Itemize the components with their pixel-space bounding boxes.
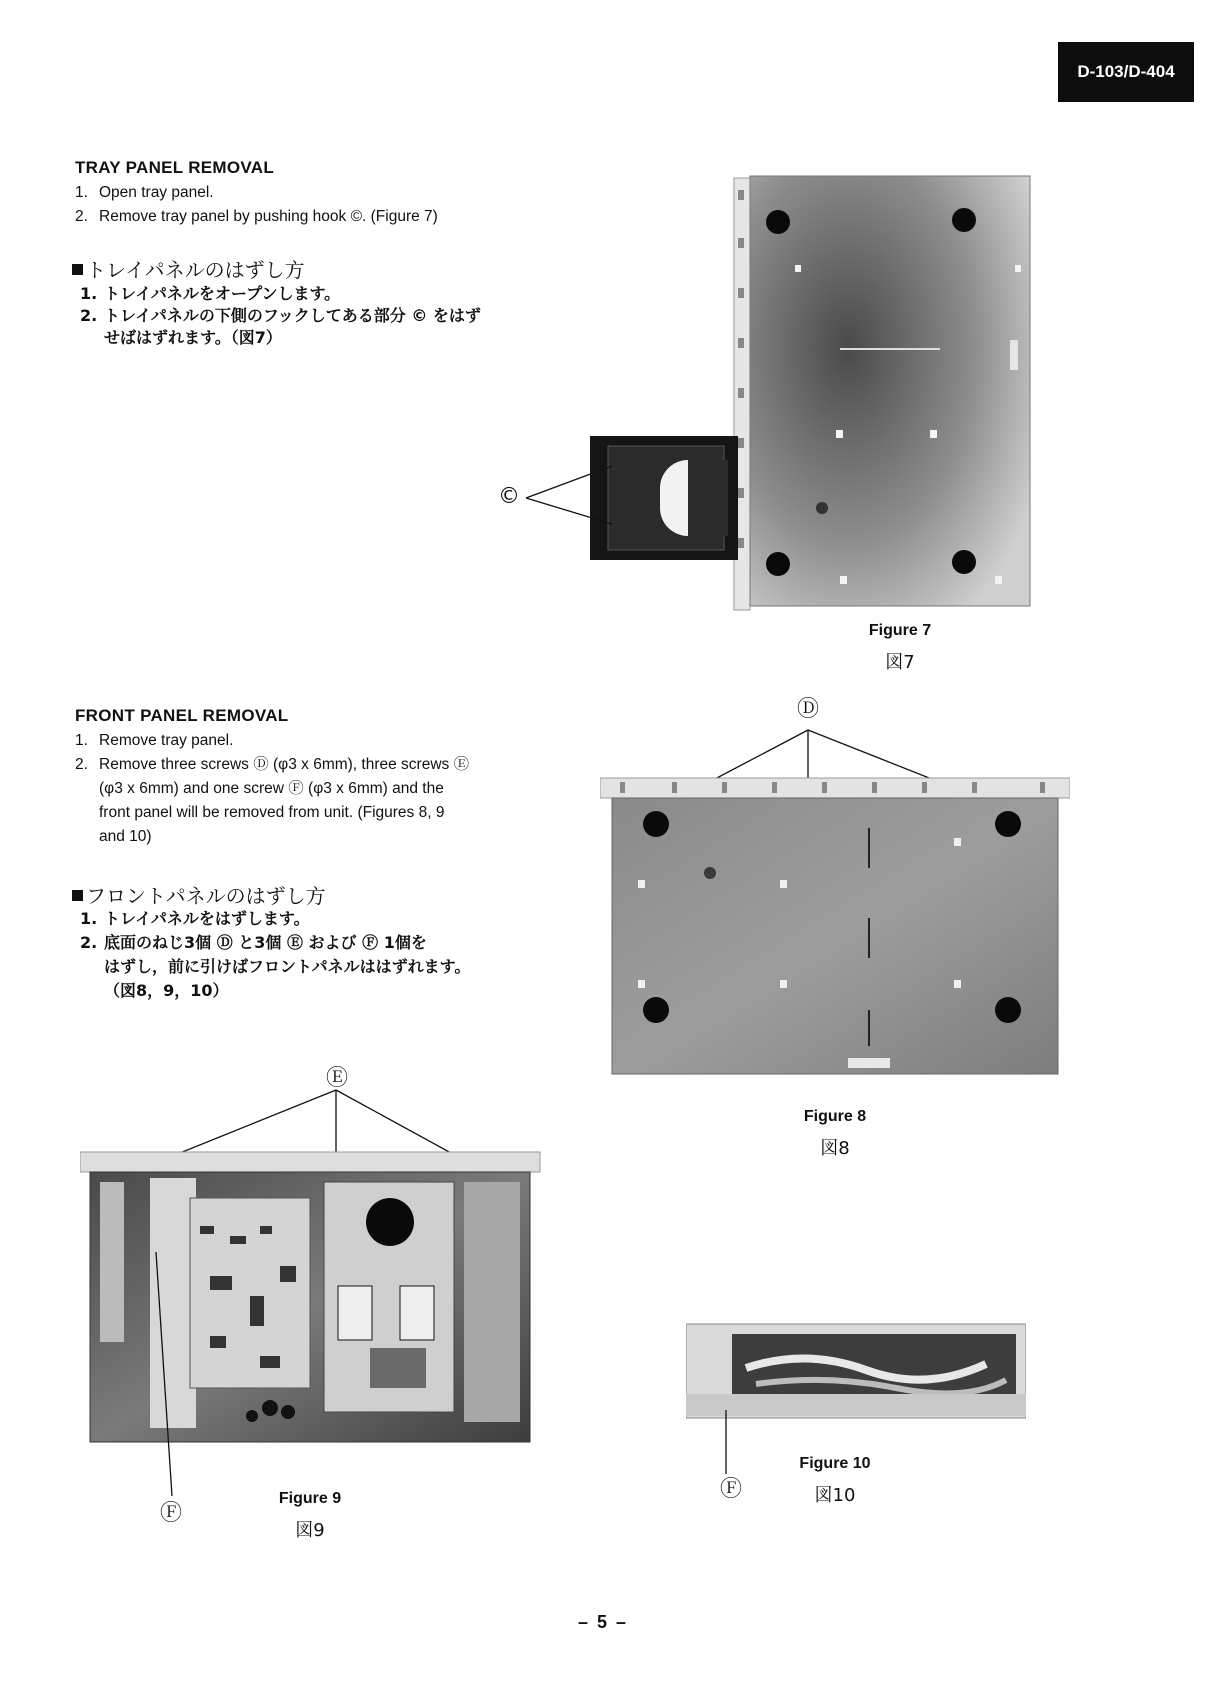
figure-7-photo <box>590 160 1040 630</box>
step-number: 1. <box>80 909 98 928</box>
front-jp-heading-text: フロントパネルのはずし方 <box>86 884 326 908</box>
front-section-heading: FRONT PANEL REMOVAL <box>75 706 289 725</box>
step-number: 1. <box>75 184 88 201</box>
step-text: Remove tray panel by pushing hook ©. (Figure 7) <box>99 208 438 225</box>
figure-9-caption-jp: 図9 <box>295 1520 325 1541</box>
step-number: 2. <box>75 208 88 225</box>
step-number: 2. <box>80 306 98 325</box>
step-text: Remove three screws Ⓓ (φ3 x 6mm), three screws Ⓔ <box>99 756 470 773</box>
figure-8-callout-d: Ⓓ <box>797 697 820 722</box>
figure-7-caption-jp: 図7 <box>885 652 915 673</box>
tray-section-heading: TRAY PANEL REMOVAL <box>75 158 275 177</box>
front-jp-step-2-line3 <box>80 980 229 1002</box>
square-bullet-icon <box>72 890 83 901</box>
step-text: and 10) <box>99 828 152 845</box>
step-text: せばはずれます。（図7） <box>104 328 282 347</box>
tray-jp-step-1 <box>80 283 340 305</box>
figure-10-caption-jp: 図10 <box>814 1485 856 1506</box>
figure-9-caption: Figure 9 <box>278 1490 342 1507</box>
front-jp-step-1 <box>80 908 310 930</box>
front-jp-step-2 <box>80 932 427 954</box>
figure-7-callout-c: © <box>498 484 520 509</box>
step-number: 1. <box>80 284 98 303</box>
front-step-2-line2 <box>75 777 444 801</box>
step-text: Open tray panel. <box>99 184 214 201</box>
figure-8-caption: Figure 8 <box>803 1108 867 1125</box>
step-number: 2. <box>75 756 88 773</box>
front-step-2 <box>75 753 469 777</box>
step-text: Remove tray panel. <box>99 732 234 749</box>
front-jp-heading <box>72 880 326 909</box>
figure-10-callout-f: Ⓕ <box>720 1477 743 1502</box>
step-text: 底面のねじ3個 Ⓓ と3個 Ⓔ および Ⓕ 1個を <box>104 933 427 952</box>
tray-jp-step-2-cont <box>80 327 282 349</box>
figure-7-caption: Figure 7 <box>868 622 932 639</box>
front-step-2-line4 <box>75 825 152 849</box>
figure-9-callout-f: Ⓕ <box>160 1501 183 1526</box>
figure-8-caption-jp: 図8 <box>820 1138 850 1159</box>
figure-10-photo <box>686 1318 1026 1478</box>
tray-step-1 <box>75 181 214 205</box>
model-tag: D-103/D-404 <box>1058 42 1194 102</box>
tray-jp-heading <box>72 254 305 283</box>
step-text: front panel will be removed from unit. (Figures 8, 9 <box>99 804 445 821</box>
square-bullet-icon <box>72 264 83 275</box>
front-step-2-line3 <box>75 801 444 825</box>
tray-step-2 <box>75 205 438 229</box>
step-text: (φ3 x 6mm) and one screw Ⓕ (φ3 x 6mm) and the <box>99 780 444 797</box>
figure-9-leader-f <box>150 1250 190 1500</box>
step-text: はずし，前に引けばフロントパネルははずれます。 <box>104 957 471 976</box>
step-text: トレイパネルの下側のフックしてある部分 © をはず <box>104 306 481 325</box>
step-text: トレイパネルをオープンします。 <box>104 284 341 303</box>
figure-8-photo <box>600 718 1070 1084</box>
front-jp-step-2-line2 <box>80 956 470 978</box>
page-number: – 5 – <box>577 1612 629 1632</box>
step-text: トレイパネルをはずします。 <box>104 909 310 928</box>
tray-jp-heading-text: トレイパネルのはずし方 <box>86 258 305 282</box>
front-step-1 <box>75 729 233 753</box>
step-number: 1. <box>75 732 88 749</box>
step-text: （図8，9，10） <box>104 981 229 1000</box>
step-number: 2. <box>80 933 98 952</box>
figure-9-callout-e: Ⓔ <box>326 1066 349 1091</box>
figure-10-caption: Figure 10 <box>799 1455 871 1472</box>
figure-7-leader-lines <box>520 450 620 530</box>
tray-jp-step-2 <box>80 305 481 327</box>
